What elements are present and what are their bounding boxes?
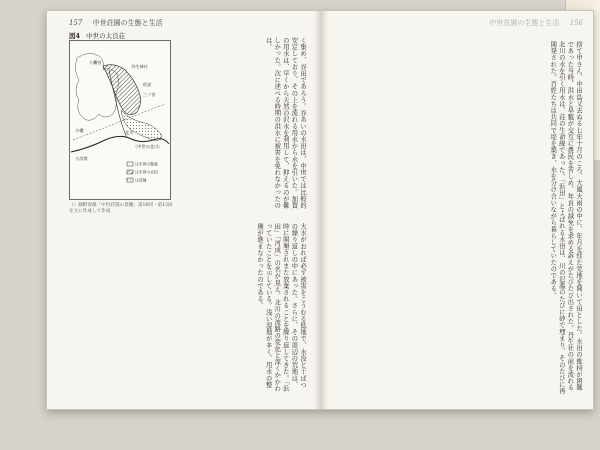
left-page [47, 11, 314, 409]
figure-caption [69, 31, 125, 40]
figure-source-note: （）細野春雄「中世荘園の景観」第16回・第13回を元に作成して作成 [69, 203, 173, 214]
right-body-text: 捨て申さん、中田島又去ぬる七年十月のころ、大風大雨の中に、年月を経た荒地を開いて田とした。水田の維持が困難であった当時、洪水と旱魃が交互に農民を苦しめ、年貢の減免を求める訴えがたびたび出された。丹生社の前を流れる北川の水を引く用水は、荘の生命線であった。「浜田」とよばれる水田は、川の氾濫のたびに砂で埋まり、そのたびに再開発された。百姓たちは共同で堤を築き、水を分け合いながら暮らしていたのである。 [549, 41, 582, 395]
left-running-title: 中世荘園の生態と生活 [92, 19, 163, 27]
figure-title: 中世の太良荘 [86, 32, 126, 40]
map-label-sanju: 三ノ宮 [143, 92, 156, 97]
left-body-text-upper: く集め、谷田であろう。谷あいの水田は、中世では比較的安定しており、その上を流れる用水から水を引いた。加賀の用水は、早くから天然の沢水を利用して、抑えるのが難しかった。次に述べる時期の洪水に被害を免れなかったのは。 [264, 37, 306, 209]
legend-label-paddy: は中世の水田 [135, 169, 158, 175]
left-page-number: 157 [69, 19, 83, 27]
left-body-text-lower: 大水がおれば必ず被害をこうむる低地で、水没と干ばつの繰り返しの中にあった。さらに、その周辺の荒地は、時に開墾されまた放棄されることを繰り返してきた。「浜田」「河成」の名が見え、北川の流路の変化と深くかかわっていたことを示している。浅い湿地が多く、用水の整備が進まなかったのである。 [256, 223, 306, 392]
legend-swatch-paddy [127, 170, 133, 174]
right-running-head [489, 18, 583, 28]
legend-label-wasteland: は荒地 [135, 177, 147, 183]
left-running-head [69, 18, 163, 28]
map-label-river: 〈中世の北川〉 [133, 144, 163, 149]
map-label-obama: 小浜湾 [75, 156, 88, 161]
book-gutter [314, 11, 328, 409]
right-page [328, 11, 593, 409]
book-spread [46, 10, 594, 410]
legend-swatch-wasteland [127, 178, 133, 182]
map-label-toshiyasu: 恒安 [143, 82, 152, 87]
figure-number: 図4 [69, 32, 81, 40]
map-label-niu: 丹生神社 [131, 64, 148, 69]
legend-label-settlement: は中世の集落 [135, 161, 158, 167]
map-label-ozuki: 小槻 [75, 128, 84, 133]
map-label-kitagawa: 北川 [125, 130, 134, 135]
right-running-title: 中世荘園の生態と生活 [489, 19, 560, 27]
right-page-number: 156 [569, 19, 583, 27]
figure-map [69, 40, 171, 200]
map-label-hachiman: 八幡宮 [89, 60, 102, 65]
